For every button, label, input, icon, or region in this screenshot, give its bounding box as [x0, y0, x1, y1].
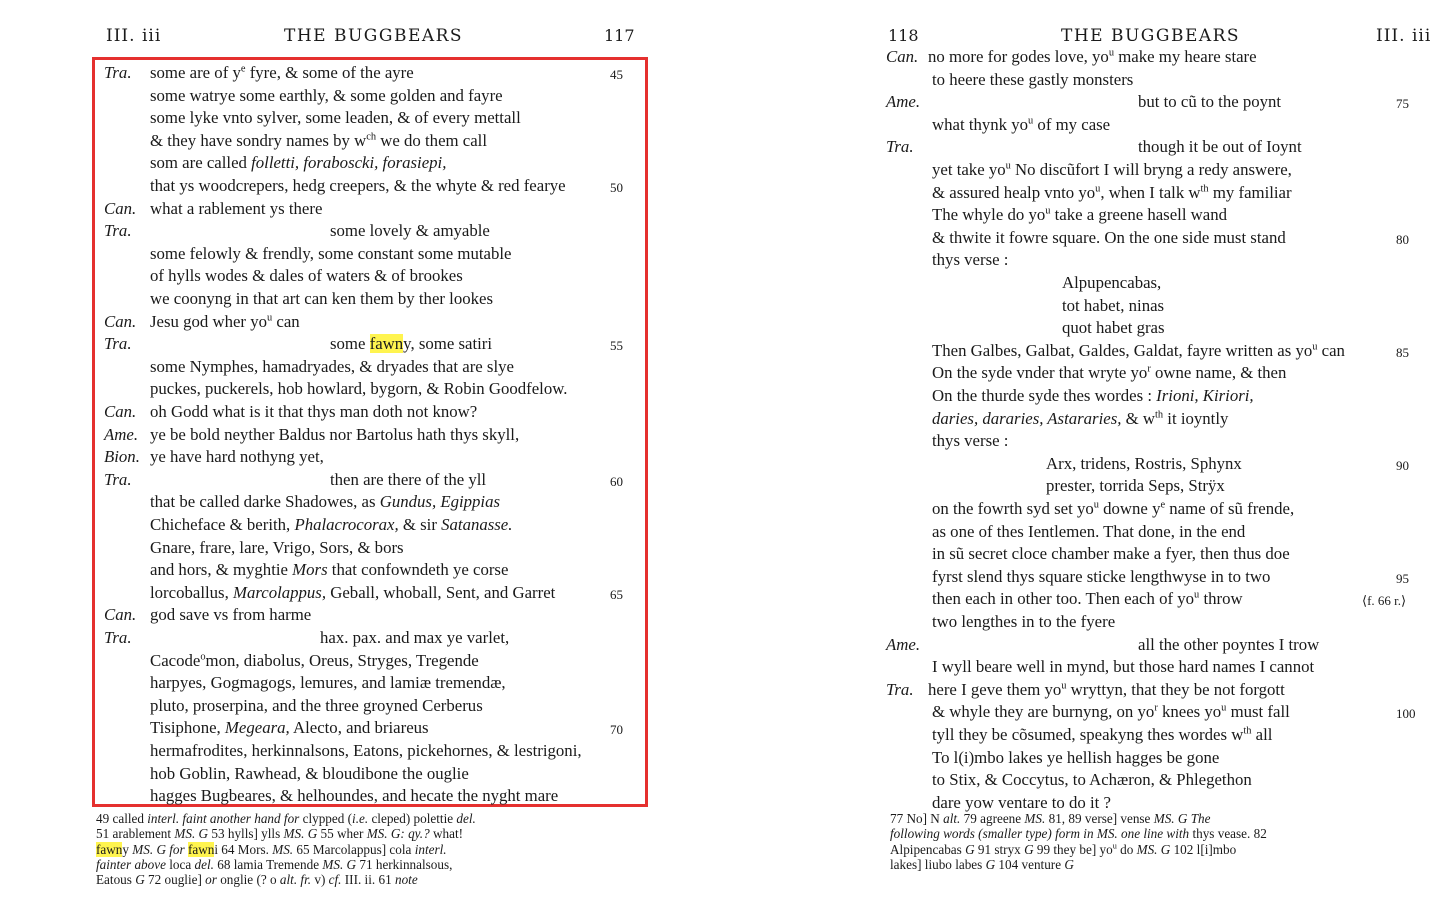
verse-line [150, 199, 322, 219]
text-fragment: Marcolappus, [232, 582, 327, 602]
verse-line [150, 289, 493, 309]
text-fragment: that confowndeth ye corse [327, 560, 509, 580]
text-fragment: No discũfort I will bryng a redy answere, [1010, 160, 1292, 179]
text-fragment: ye be bold neyther Baldus nor Bartolus hath thys skyll, [150, 424, 520, 444]
verse-line [150, 651, 479, 671]
text-fragment: 91 stryx [974, 841, 1025, 857]
text-fragment: thys verse : [932, 431, 1009, 451]
speaker-label: Ame. [104, 424, 139, 444]
verse-line [932, 522, 1245, 542]
text-fragment: 99 they be] yo [1033, 841, 1113, 857]
text-fragment: some are of y [150, 63, 241, 82]
text-fragment: u [1045, 205, 1051, 217]
text-fragment: y, some satiri [403, 334, 493, 354]
text-fragment: yet take yo [932, 160, 1006, 179]
speaker-label: Tra. [104, 63, 132, 82]
text-fragment: of my case [1033, 114, 1111, 134]
text-fragment: Phalacrocorax, [294, 515, 399, 534]
text-fragment: interl. faint another hand for [147, 811, 300, 826]
text-fragment: MS. G [174, 826, 209, 842]
verse-line [150, 131, 487, 151]
speaker-label: Tra. [104, 628, 132, 647]
verse-line [932, 386, 1254, 406]
verse-line [932, 341, 1345, 361]
text-fragment: god save vs from harme [150, 605, 312, 625]
text-fragment: u [1221, 702, 1227, 714]
text-fragment: 51 arablement [96, 826, 175, 842]
act-scene-label: III. iii [1376, 26, 1432, 46]
verse-line [928, 47, 1257, 67]
text-fragment: u [1061, 680, 1067, 692]
text-fragment: pluto, proserpina, and the three groyned Cerberus [150, 695, 483, 715]
text-fragment: MS. G The [1153, 811, 1211, 826]
text-fragment: On the syde vnder that wryte yo [932, 363, 1148, 383]
speaker-label: Bion. [104, 447, 140, 467]
text-fragment: must fall [1226, 702, 1290, 722]
text-fragment: 68 lamia Tremende [213, 856, 323, 872]
line-number: 65 [610, 586, 623, 602]
verse-line [932, 499, 1294, 519]
speaker-label: Ame. [886, 92, 921, 112]
verse-line [150, 764, 469, 784]
verse-line [932, 228, 1286, 248]
text-fragment: 49 called [96, 811, 148, 826]
footnote-line [890, 842, 1236, 857]
verse-line [150, 786, 558, 806]
speaker-label: Can. [104, 198, 137, 218]
text-fragment: 53 hylls] ylls [208, 826, 284, 842]
text-fragment: 71 herkinnalsous, [356, 856, 453, 872]
text-fragment: here I geve them yo [928, 679, 1062, 699]
verse-line [932, 589, 1243, 609]
text-fragment: & assured healp vnto yo [932, 182, 1096, 202]
verse-line [932, 793, 1111, 813]
text-fragment: fyre, & some of the ayre [245, 63, 414, 82]
text-fragment: som are called [150, 153, 252, 173]
text-fragment: we coonyng in that art can ken them by ther lookes [150, 289, 493, 308]
text-fragment: that ys woodcrepers, hedg creepers, & the whyte & red fearye [150, 176, 566, 195]
verse-line [150, 108, 521, 128]
speaker-label: Can. [104, 402, 137, 421]
text-fragment: all [1251, 725, 1273, 744]
text-fragment: hob Goblin, Rawhead, & bloudibone the ouglie [150, 763, 469, 783]
text-fragment: it ioyntly [1163, 408, 1229, 428]
verse-line [932, 115, 1110, 135]
verse-line [150, 538, 404, 558]
verse-line [150, 583, 555, 603]
running-title: THE BUGGBEARS [284, 26, 464, 46]
line-number: 45 [610, 67, 623, 82]
verse-line [150, 605, 311, 625]
verse-line [932, 70, 1133, 90]
text-fragment: to heere these gastly monsters [932, 69, 1134, 89]
text-fragment: G [1024, 841, 1034, 857]
text-fragment: & sir [398, 515, 442, 534]
text-fragment: two lengthes in to the fyere [932, 612, 1116, 631]
line-number: 90 [1396, 457, 1409, 473]
verse-line [932, 702, 1290, 722]
text-fragment: clypped ( [299, 811, 353, 826]
verse-line [150, 447, 324, 467]
text-fragment: , when I talk w [1100, 182, 1201, 202]
text-fragment: 72 ouglie] [144, 872, 206, 888]
verse-line [932, 363, 1286, 383]
line-number: 75 [1396, 96, 1409, 112]
footnote-line [96, 872, 418, 887]
text-fragment: u [1312, 341, 1318, 353]
text-fragment: u [1095, 183, 1101, 194]
text-fragment: some Nymphes, hamadryades, & dryades that are slye [150, 356, 514, 376]
text-fragment: G [135, 872, 145, 888]
text-fragment: owne name, & then [1150, 363, 1287, 383]
text-fragment: & thwite it fowre square. On the one side must stand [932, 227, 1286, 247]
text-fragment: r [1154, 702, 1158, 714]
text-fragment: u [1093, 499, 1099, 511]
verse-line [150, 153, 446, 173]
line-number: 100 [1396, 706, 1416, 722]
text-fragment: thys vease. 82 [1189, 826, 1267, 842]
highlighted-word: fawn [369, 334, 404, 354]
text-fragment: Then Galbes, Galbat, Galdes, Galdat, fayre written as yo [932, 340, 1313, 360]
speaker-label: Tra. [104, 221, 132, 241]
verse-line [932, 431, 1008, 451]
text-fragment: u [1112, 841, 1117, 851]
verse-line [150, 266, 463, 286]
line-number: 70 [610, 722, 623, 738]
text-fragment: tyll they be cõsumed, speakyng thes wordes w [932, 725, 1244, 744]
text-fragment: MS. G: qy.? [366, 826, 430, 842]
line-number: 50 [610, 180, 623, 195]
text-fragment: G [1064, 856, 1074, 872]
text-fragment: note [394, 872, 418, 888]
text-fragment: that be called darke Shadowes, as [150, 492, 380, 512]
act-scene-label: III. iii [106, 26, 162, 46]
line-number: 80 [1396, 231, 1409, 247]
text-fragment: mon, diabolus, Oreus, Stryges, Tregende [205, 650, 479, 670]
text-fragment: folletti, foraboscki, forasiepi, [251, 153, 447, 173]
text-fragment: and hors, & myghtie [150, 560, 293, 580]
text-fragment: ye have hard nothyng yet, [150, 447, 324, 467]
text-fragment: some [330, 334, 370, 354]
verse-line [1062, 318, 1165, 338]
text-fragment: r [1147, 363, 1151, 375]
speaker-label: Tra. [104, 334, 132, 354]
text-fragment: lorcoballus, [150, 582, 233, 602]
right-page [728, 0, 1456, 920]
text-fragment: u [1108, 47, 1115, 59]
text-fragment: i 64 Mors. [214, 841, 273, 857]
text-fragment: Geball, whoball, Sent, and Garret [326, 582, 556, 602]
text-fragment: make my heare stare [1114, 47, 1257, 66]
verse-line [150, 741, 582, 761]
text-fragment: On the thurde syde thes wordes : [932, 386, 1157, 405]
text-fragment: Irioni, Kiriori, [1156, 386, 1254, 405]
running-title: THE BUGGBEARS [1061, 26, 1241, 46]
text-fragment: 55 wher [317, 826, 367, 842]
text-fragment: prester, torrida Seps, Strÿx [1046, 476, 1225, 496]
verse-line [150, 492, 500, 512]
text-fragment: following words (smaller type) form in MS. one line with [890, 826, 1190, 842]
text-fragment: th [1243, 725, 1252, 737]
verse-line [150, 312, 300, 332]
text-fragment: fainter above [96, 856, 166, 872]
verse-line [932, 748, 1219, 768]
text-fragment: & they have sondry names by w [150, 130, 367, 150]
text-fragment: Gundus, Egippias [379, 492, 501, 512]
footnote-line [890, 811, 1211, 826]
verse-line [1046, 476, 1225, 496]
speaker-label: Can. [104, 605, 137, 625]
text-fragment: cleped) polettie [368, 811, 457, 826]
text-fragment: MS. [1024, 811, 1046, 826]
highlighted-word: fawn [96, 841, 123, 857]
text-fragment: ch [366, 131, 377, 143]
text-fragment: no more for godes love, yo [928, 47, 1109, 66]
text-fragment: some lovely & amyable [330, 221, 490, 241]
text-fragment: harpyes, Gogmagogs, lemures, and lamiæ tremendæ, [150, 673, 506, 693]
verse-line [150, 515, 512, 535]
text-fragment: del. [194, 856, 214, 872]
verse-line [150, 696, 483, 716]
text-fragment: Chicheface & berith, [150, 515, 295, 534]
verse-line [932, 612, 1115, 632]
text-fragment: some watrye some earthly, & some golden and fayre [150, 85, 503, 105]
text-fragment: hermafrodites, herkinnalsons, Eatons, pickehornes, & lestrigoni, [150, 741, 582, 760]
text-fragment: MS. G for [132, 841, 185, 857]
footnote-line [96, 811, 476, 826]
text-fragment: 77 No] N [890, 811, 944, 826]
page-number: 117 [604, 26, 635, 45]
text-fragment: hax. pax. and max ye varlet, [320, 628, 510, 647]
text-fragment: what a rablement ys there [150, 198, 323, 218]
footnote-line [96, 857, 452, 872]
text-fragment: u [267, 312, 273, 323]
text-fragment: G [985, 856, 996, 872]
text-fragment: Alpupencabas, [1062, 273, 1162, 292]
text-fragment: take a greene hasell wand [1050, 205, 1228, 225]
text-fragment: onglie (? o [216, 872, 280, 888]
verse-line [150, 560, 508, 580]
text-fragment: downe y [1098, 499, 1161, 518]
text-fragment: 102 l[i]mbo [1170, 841, 1237, 857]
verse-line [932, 205, 1227, 225]
text-fragment: 104 venture [995, 856, 1065, 872]
verse-line [150, 379, 567, 399]
text-fragment: Alpipencabas [890, 841, 966, 857]
text-fragment: of hylls wodes & dales of waters & of brookes [150, 266, 463, 286]
text-fragment: to Stix, & Coccytus, to Achæron, & Phlegethon [932, 770, 1252, 790]
text-fragment: MS. G [1136, 841, 1171, 857]
footnote-line [890, 826, 1267, 841]
speaker-label: Tra. [886, 679, 914, 699]
text-fragment: alt. fr. [279, 872, 312, 888]
verse-line [330, 221, 490, 241]
text-fragment: in sũ secret cloce chamber make a fyer, then thus doe [932, 544, 1290, 564]
text-fragment: daries, dararies, Astararies, [932, 408, 1122, 428]
text-fragment: v) [311, 872, 329, 888]
text-fragment: MS. [272, 841, 294, 857]
line-number: 85 [1396, 344, 1409, 360]
verse-line [150, 402, 477, 422]
text-fragment: what thynk yo [932, 114, 1029, 134]
verse-line [150, 673, 506, 693]
text-fragment: cf. [328, 872, 342, 888]
verse-line [932, 567, 1270, 587]
line-number: ⟨f. 66 r.⟩ [1362, 593, 1407, 609]
text-fragment: puckes, puckerels, hob howlard, bygorn, & Robin Goodfelow. [150, 379, 568, 399]
text-fragment: but to cũ to the poynt [1138, 92, 1282, 112]
verse-line [932, 725, 1272, 745]
verse-line [928, 680, 1285, 700]
verse-line [320, 628, 509, 648]
text-fragment: I wyll beare well in mynd, but those hard names I cannot [932, 657, 1315, 677]
text-fragment: Alecto, and briareus [289, 718, 429, 738]
speaker-label: Tra. [886, 137, 914, 157]
text-fragment: del. [456, 811, 476, 826]
verse-line [1138, 137, 1302, 157]
text-fragment: MS. G [322, 856, 357, 872]
text-fragment: do [1116, 841, 1137, 857]
highlighted-word: fawn [187, 841, 215, 857]
text-fragment: To l(i)mbo lakes ye hellish hagges be gone [932, 747, 1220, 767]
text-fragment: Tisiphone, [150, 718, 225, 738]
text-fragment: 79 agreene [960, 811, 1025, 826]
text-fragment: lakes] liubo labes [890, 856, 986, 872]
verse-line [932, 544, 1290, 564]
speaker-label: Can. [886, 47, 919, 66]
text-fragment: & w [1121, 408, 1155, 428]
line-number: 95 [1396, 570, 1409, 586]
verse-line [150, 176, 566, 196]
text-fragment: tot habet, ninas [1062, 295, 1165, 315]
text-fragment: y [122, 841, 133, 857]
text-fragment: can [272, 311, 300, 331]
text-fragment: Jesu god wher yo [150, 311, 267, 331]
text-fragment: fyrst slend thys square sticke lengthwyse in to two [932, 566, 1271, 586]
speaker-label: Can. [104, 311, 137, 331]
text-fragment: knees yo [1157, 702, 1222, 722]
text-fragment: III. ii. 61 [341, 872, 395, 888]
verse-line [1138, 92, 1281, 112]
speaker-label: Tra. [104, 469, 132, 489]
verse-line [150, 63, 414, 83]
text-fragment: name of sũ frende, [1165, 499, 1295, 518]
verse-line [150, 86, 503, 106]
footnote-line [96, 826, 463, 841]
text-fragment: o [200, 651, 206, 662]
text-fragment: e [1160, 499, 1166, 511]
text-fragment: quot habet gras [1062, 318, 1165, 338]
text-fragment: interl. [414, 841, 447, 857]
text-fragment: 65 Marcolappus] cola [293, 841, 415, 857]
text-fragment: e [240, 63, 246, 75]
verse-line [330, 334, 492, 354]
page-number: 118 [888, 26, 919, 45]
text-fragment: i.e. [352, 811, 369, 826]
line-number: 55 [610, 338, 623, 354]
verse-line [150, 718, 429, 738]
footnote-line [890, 857, 1074, 872]
text-fragment: some lyke vnto sylver, some leaden, & of every mettall [150, 108, 521, 128]
text-fragment: th [1155, 409, 1164, 420]
text-fragment: on the fowrth syd set yo [932, 499, 1094, 518]
text-fragment: then are there of the yll [330, 469, 487, 489]
text-fragment: throw [1199, 589, 1243, 609]
text-fragment: some felowly & frendly, some constant some mutable [150, 243, 512, 263]
verse-line [932, 183, 1292, 203]
text-fragment: u [1028, 115, 1034, 127]
text-fragment: wryttyn, that they be not forgott [1066, 679, 1285, 699]
text-fragment: oh Godd what is it that thys man doth not know? [150, 402, 478, 421]
text-fragment: The whyle do yo [932, 205, 1046, 225]
text-fragment: Satanasse. [441, 515, 513, 534]
verse-line [1062, 296, 1164, 316]
verse-line [1138, 635, 1319, 655]
text-fragment: then each in other too. Then each of yo [932, 589, 1195, 609]
text-fragment: Megeara, [224, 718, 290, 738]
text-fragment: alt. [943, 811, 961, 826]
verse-line [150, 425, 519, 445]
text-fragment: Gnare, frare, lare, Vrigo, Sors, & bors [150, 537, 404, 557]
verse-line [1062, 273, 1161, 293]
text-fragment: we do them call [376, 130, 487, 150]
text-fragment: MS. G [283, 826, 318, 842]
text-fragment: Eatous [96, 872, 136, 888]
line-number: 60 [610, 473, 623, 489]
speaker-label: Ame. [886, 634, 921, 654]
text-fragment: 81, 89 verse] vense [1045, 811, 1154, 826]
text-fragment: thys verse : [932, 250, 1009, 270]
text-fragment: my familiar [1208, 182, 1292, 202]
text-fragment: all the other poyntes I trow [1138, 634, 1320, 654]
verse-line [1046, 454, 1242, 474]
verse-line [932, 250, 1008, 270]
verse-line [932, 409, 1228, 429]
footnote-line [96, 842, 447, 857]
text-fragment: th [1200, 183, 1209, 194]
text-fragment: G [965, 841, 975, 857]
text-fragment: what! [429, 826, 464, 842]
text-fragment: can [1317, 340, 1345, 360]
text-fragment: hagges Bugbeares, & helhoundes, and hecate the nyght mare [150, 786, 559, 806]
text-fragment: as one of thes Ientlemen. That done, in the end [932, 521, 1246, 541]
verse-line [932, 657, 1314, 677]
text-fragment: Mors [292, 560, 328, 580]
text-fragment: & whyle they are burnyng, on yo [932, 702, 1155, 722]
text-fragment: dare yow ventare to do it ? [932, 792, 1111, 812]
text-fragment: Cacode [150, 650, 201, 670]
text-fragment: Arx, tridens, Rostris, Sphynx [1046, 453, 1242, 473]
text-fragment: or [205, 872, 217, 888]
verse-line [932, 770, 1252, 790]
verse-line [330, 470, 486, 490]
text-fragment: u [1194, 589, 1200, 601]
text-fragment: u [1005, 160, 1011, 172]
text-fragment: though it be out of Ioynt [1138, 137, 1302, 157]
text-fragment: loca [165, 856, 195, 872]
verse-line [150, 357, 514, 377]
verse-line [932, 160, 1292, 180]
verse-line [150, 244, 512, 264]
